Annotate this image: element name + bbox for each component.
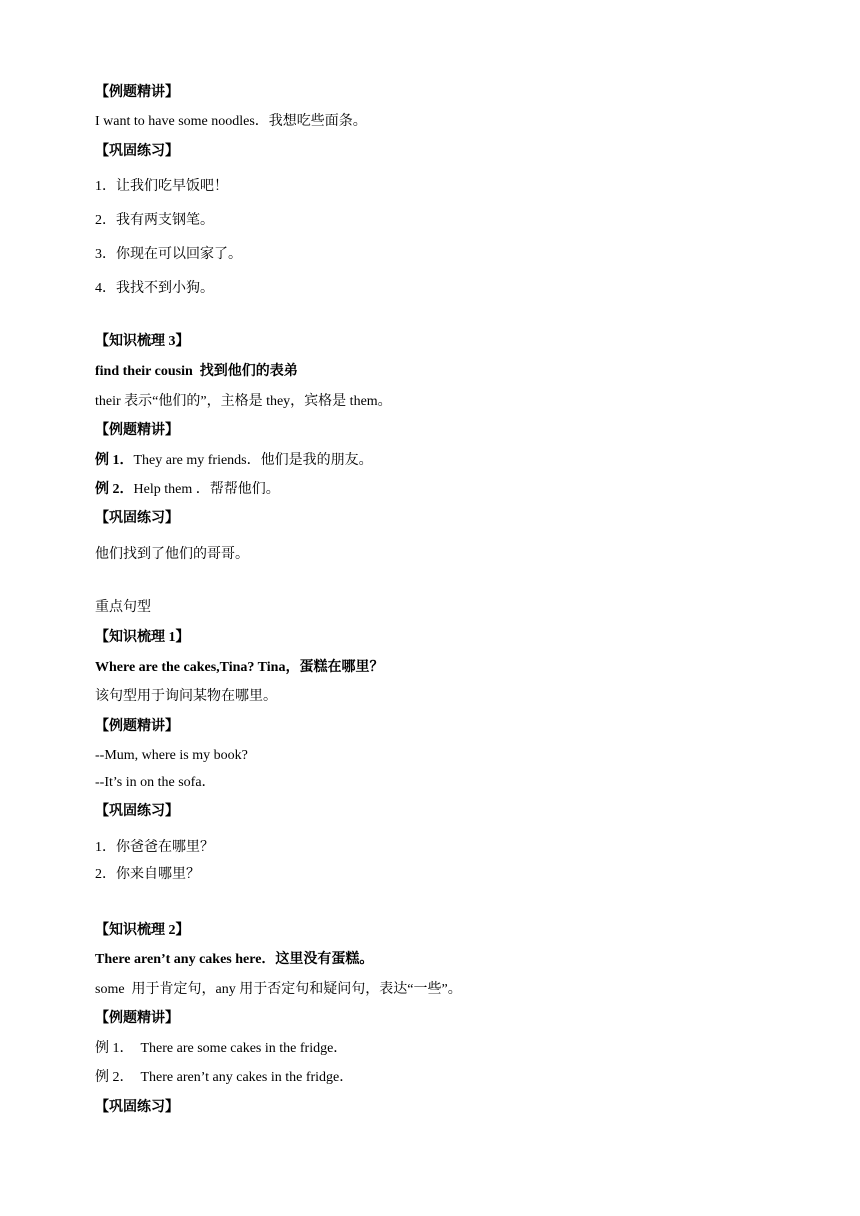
section-title-key-sentences: 重点句型 <box>95 600 151 615</box>
practice-item-1: 1．你爸爸在哪里？ <box>95 840 214 855</box>
key-phrase: find their cousin 找到他们的表弟 <box>95 364 298 379</box>
practice-item-1: 1．让我们吃早饭吧！ <box>95 179 228 194</box>
example-sentence: I want to have some noodles．我想吃些面条。 <box>95 114 367 129</box>
practice-item-4: 4．我找不到小狗。 <box>95 281 214 296</box>
section-heading-example: 【例题精讲】 <box>95 423 179 438</box>
example-text: They are my friends．他们是我的朋友。 <box>133 453 373 468</box>
section-heading-practice: 【巩固练习】 <box>95 804 179 819</box>
explanation-text: 该句型用于询问某物在哪里。 <box>95 689 277 704</box>
section-heading-example: 【例题精讲】 <box>95 719 179 734</box>
example-label: 例 2． <box>95 482 134 497</box>
example-item-2: 例 2． There aren’t any cakes in the fridge． <box>95 1070 354 1085</box>
example-label: 例 1． <box>95 453 134 468</box>
explanation-text: their 表示“他们的”，主格是 they，宾格是 them。 <box>95 394 392 409</box>
example-item-1 <box>95 452 373 470</box>
key-sentence: Where are the cakes,Tina? Tina，蛋糕在哪里？ <box>95 660 384 675</box>
section-heading-practice: 【巩固练习】 <box>95 144 179 159</box>
section-heading-practice: 【巩固练习】 <box>95 1100 179 1115</box>
key-sentence: There aren’t any cakes here．这里没有蛋糕。 <box>95 952 374 967</box>
section-heading-example: 【例题精讲】 <box>95 85 179 100</box>
practice-item: 他们找到了他们的哥哥。 <box>95 547 249 562</box>
example-text: Help them ．帮帮他们。 <box>133 482 280 497</box>
example-item-2 <box>95 481 280 499</box>
example-item-1: 例 1． There are some cakes in the fridge． <box>95 1041 348 1056</box>
practice-item-2: 2．我有两支钢笔。 <box>95 213 214 228</box>
section-heading-practice: 【巩固练习】 <box>95 511 179 526</box>
section-heading-knowledge-3: 【知识梳理 3】 <box>95 334 190 349</box>
practice-item-3: 3．你现在可以回家了。 <box>95 247 242 262</box>
dialog-line-1: --Mum, where is my book? <box>95 748 248 763</box>
practice-item-2: 2．你来自哪里？ <box>95 867 200 882</box>
section-heading-example: 【例题精讲】 <box>95 1011 179 1026</box>
dialog-line-2: --It’s in on the sofa． <box>95 775 216 790</box>
section-heading-knowledge-1: 【知识梳理 1】 <box>95 630 190 645</box>
section-heading-knowledge-2: 【知识梳理 2】 <box>95 923 190 938</box>
explanation-text: some 用于肯定句，any 用于否定句和疑问句，表达“一些”。 <box>95 982 462 997</box>
